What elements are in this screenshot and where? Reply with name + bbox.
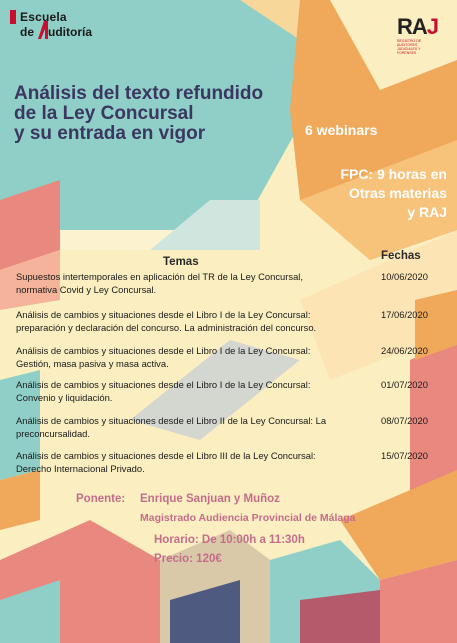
logo-escuela-line2-rest: uditoría	[48, 25, 92, 39]
title-line1: Análisis del texto refundido	[14, 83, 264, 104]
fechas-header: Fechas	[381, 250, 421, 262]
fecha-text: 15/07/2020	[381, 450, 428, 461]
table-row	[16, 415, 456, 447]
fecha-text: 24/06/2020	[381, 345, 428, 356]
fecha-text: 17/06/2020	[381, 309, 428, 320]
tema-text: Análisis de cambios y situaciones desde el Libro II de la Ley Concursal: La preconcursalidad.	[16, 415, 327, 439]
tema-text: Supuestos intertemporales en aplicación del TR de la Ley Concursal, normativa Covid y Ley Concursal.	[16, 271, 303, 295]
table-row	[16, 379, 456, 411]
ponente-role: Magistrado Audiencia Provincial de Málaga	[140, 512, 356, 524]
fpc-line1: FPC: 9 horas en	[340, 166, 447, 182]
logo-escuela-line1: Escuela	[20, 10, 67, 24]
title-line3: y su entrada en vigor	[14, 123, 206, 144]
tema-text: Análisis de cambios y situaciones desde el Libro I de la Ley Concursal: preparación y declaración del concurso. La administración del concurso.	[16, 309, 317, 333]
logo-escuela-line2-prefix: de	[20, 25, 35, 39]
logo-red-a-icon	[38, 21, 48, 39]
raj-logo-letters: RAJ	[397, 14, 439, 39]
fpc-line3: y RAJ	[407, 204, 447, 220]
raj-logo	[397, 14, 455, 54]
webinars-count: 6 webinars	[305, 122, 378, 138]
temas-header: Temas	[163, 256, 199, 268]
tema-text: Análisis de cambios y situaciones desde el Libro I de la Ley Concursal: Gestión, masa pasiva y masa activa.	[16, 345, 311, 369]
table-row	[16, 271, 456, 303]
precio-text: Precio: 120€	[154, 553, 222, 565]
escuela-auditoria-logo	[8, 8, 158, 48]
fecha-text: 01/07/2020	[381, 379, 428, 390]
title-line2: de la Ley Concursal	[14, 103, 194, 124]
table-row	[16, 450, 456, 482]
raj-logo-subtitle: REGISTRO DE AUDITORES JUDICIALES Y FORENSES	[397, 39, 422, 55]
fpc-line2: Otras materias	[348, 185, 447, 201]
fpc-info	[340, 165, 447, 222]
ponente-name: Enrique Sanjuan y Muñoz	[140, 493, 280, 505]
fecha-text: 08/07/2020	[381, 415, 428, 426]
page-title	[14, 84, 274, 144]
table-row	[16, 345, 456, 377]
horario-text: Horario: De 10:00h a 11:30h	[154, 534, 305, 546]
tema-text: Análisis de cambios y situaciones desde el Libro I de la Ley Concursal: Convenio y liquidación.	[16, 379, 311, 403]
fecha-text: 10/06/2020	[381, 271, 428, 282]
ponente-label: Ponente:	[76, 493, 126, 505]
logo-red-flag-icon	[10, 10, 16, 24]
table-row	[16, 309, 456, 341]
tema-text: Análisis de cambios y situaciones desde el Libro III de la Ley Concursal: Derecho Internacional Privado.	[16, 450, 316, 474]
